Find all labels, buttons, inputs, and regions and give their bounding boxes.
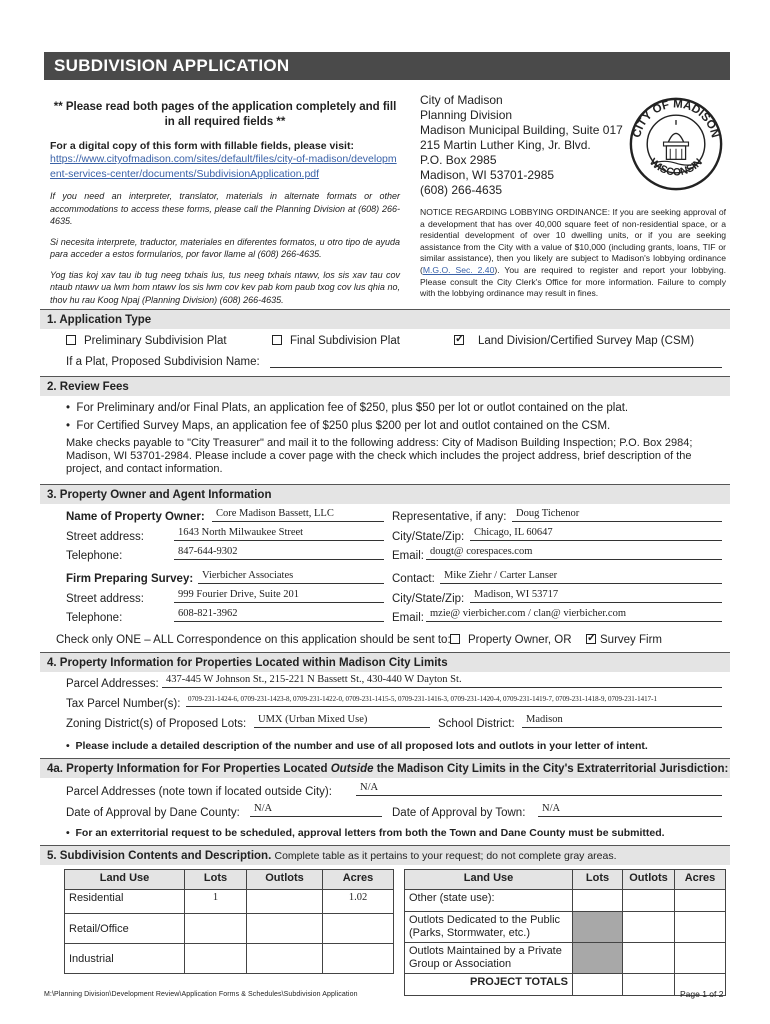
- lots-cell-disabled: [573, 912, 623, 943]
- outlots-cell[interactable]: [623, 912, 675, 943]
- payment-instructions: Make checks payable to "City Treasurer" and mail it to the following address: City of Madison Building Inspection; P.O. Box 2984; Madison, WI 53701-2984. Please include a cover page with the check which includes the project address, brief description of the project, and contact information.: [66, 437, 693, 475]
- header-note: Complete table as it pertains to your request; do not complete gray areas.: [274, 850, 617, 862]
- city-seal-logo: [628, 96, 724, 192]
- zoning-field[interactable]: UMX (Urban Mixed Use): [254, 714, 430, 728]
- read-both-pages-notice: ** Please read both pages of the application completely and fill in all required fields **: [53, 101, 397, 128]
- school-label: School District:: [438, 718, 515, 730]
- acres-cell[interactable]: [323, 914, 394, 944]
- final-plat-checkbox[interactable]: [272, 335, 282, 345]
- svg-text:WISCONSIN: WISCONSIN: [647, 156, 705, 179]
- lobbying-ordinance-notice: [420, 207, 726, 300]
- planning-division-address: [420, 93, 623, 198]
- firm-tel-label: Telephone:: [66, 612, 123, 624]
- firm-tel-field[interactable]: 608-821-3962: [174, 608, 384, 622]
- corr-firm-option[interactable]: [586, 633, 662, 647]
- contact-label: Contact:: [392, 573, 435, 585]
- exterritorial-note: • For an exterritorial request to be scheduled, approval letters from both the Town and Dane County must be submitted.: [66, 827, 665, 839]
- rep-label: Representative, if any:: [392, 511, 507, 523]
- form-title: SUBDIVISION APPLICATION: [44, 52, 730, 80]
- address-line: Madison, WI 53701-2985: [420, 168, 555, 182]
- parcel-label: Parcel Addresses:: [66, 678, 159, 690]
- header-text: 4a. Property Information for For Properties Located: [47, 763, 331, 775]
- fee-text: For Certified Survey Maps, an application fee of $250 plus $200 per lot and outlot contained on the CSM.: [76, 420, 611, 432]
- digital-copy-label: For a digital copy of this form with fillable fields, please visit:: [50, 140, 354, 152]
- outlots-cell[interactable]: [623, 943, 675, 974]
- col-outlots: Outlots: [623, 870, 675, 890]
- land-use-cell: Retail/Office: [65, 914, 185, 944]
- lots-cell-disabled: [573, 943, 623, 974]
- tax-parcel-field[interactable]: 0709-231-1424-6, 0709-231-1423-8, 0709-231-1422-0, 0709-231-1415-5, 0709-231-1416-3, 0709-231-1420-4, 0709-231-1419-7, 0709-231-1418-9, 0709-231-1417-1: [186, 693, 722, 707]
- firm-street-field[interactable]: 999 Fourier Drive, Suite 201: [174, 589, 384, 603]
- intro-block: [50, 100, 400, 306]
- mgo-link[interactable]: M.G.O. Sec. 2.40: [422, 264, 495, 275]
- owner-label: Name of Property Owner:: [66, 511, 205, 523]
- firm-csz-label: City/State/Zip:: [392, 593, 465, 605]
- option-label: Property Owner, OR: [468, 634, 572, 646]
- notice-text: ). You are required to register and report your lobbying. Please consult the City Clerk's Office for more information. Failure to comply with the lobbying ordinance may result in fines.: [420, 264, 727, 299]
- plat-name-label: If a Plat, Proposed Subdivision Name:: [66, 356, 260, 368]
- land-use-cell: Industrial: [65, 944, 185, 974]
- firm-email-field[interactable]: mzie@ vierbicher.com / clan@ vierbicher.com: [426, 608, 722, 622]
- fee-text: For Preliminary and/or Final Plats, an application fee of $250, plus $50 per lot or outlot contained on the plat.: [76, 402, 629, 414]
- corr-owner-option[interactable]: [450, 633, 572, 647]
- owner-csz-label: City/State/Zip:: [392, 531, 465, 543]
- firm-csz-field[interactable]: Madison, WI 53717: [470, 589, 722, 603]
- lots-description-note: • Please include a detailed description of the number and use of all proposed lots and outlots in your letter of intent.: [66, 740, 648, 752]
- firm-label: Firm Preparing Survey:: [66, 573, 194, 585]
- acres-cell[interactable]: 1.02: [323, 890, 394, 914]
- acres-cell[interactable]: [675, 912, 726, 943]
- land-use-cell: Outlots Maintained by a Private Group or Association: [405, 943, 573, 974]
- school-field[interactable]: Madison: [522, 714, 722, 728]
- col-acres: Acres: [675, 870, 726, 890]
- lots-cell[interactable]: 1: [185, 890, 247, 914]
- land-use-cell: Outlots Dedicated to the Public (Parks, Stormwater, etc.): [405, 912, 573, 943]
- fee-bullet-plats: • For Preliminary and/or Final Plats, an application fee of $250, plus $50 per lot or outlot contained on the plat.: [66, 402, 629, 414]
- note-text: For an exterritorial request to be scheduled, approval letters from both the Town and Dane County must be submitted.: [75, 827, 665, 839]
- digital-copy-link[interactable]: https://www.cityofmadison.com/sites/default/files/city-of-madison/development-services-center/documents/SubdivisionApplication.pdf: [50, 153, 397, 180]
- land-use-cell: Other (state use):: [405, 890, 573, 912]
- ext-parcel-label: Parcel Addresses (note town if located outside City):: [66, 786, 332, 798]
- section-2-header: 2. Review Fees: [40, 376, 730, 396]
- outlots-cell[interactable]: [247, 890, 323, 914]
- owner-email-label: Email:: [392, 550, 424, 562]
- col-land-use: Land Use: [405, 870, 573, 890]
- fee-bullet-csm: • For Certified Survey Maps, an application fee of $250 plus $200 per lot and outlot contained on the CSM.: [66, 420, 611, 432]
- col-land-use: Land Use: [65, 870, 185, 890]
- option-label: Preliminary Subdivision Plat: [84, 335, 227, 347]
- section-4a-header: [40, 758, 730, 778]
- lots-cell[interactable]: [573, 890, 623, 912]
- project-totals-label: PROJECT TOTALS: [405, 974, 573, 996]
- col-outlots: Outlots: [247, 870, 323, 890]
- preliminary-plat-checkbox[interactable]: [66, 335, 76, 345]
- owner-field[interactable]: Core Madison Bassett, LLC: [212, 508, 384, 522]
- address-line: Madison Municipal Building, Suite 017: [420, 123, 623, 137]
- col-lots: Lots: [185, 870, 247, 890]
- note-text: Please include a detailed description of the number and use of all proposed lots and outlots in your letter of intent.: [75, 740, 648, 752]
- interpreter-hmong: Yog tias koj xav tau ib tug neeg txhais lus, tus neeg txhais ntawv, los sis xav tau cov ntaub ntawv ua lwm hom ntawv los sis lwm cov kev pab kom paub txog cov lus qhia no, thov hu rau Koog Npaj (Planning Division) (608) 266-4635.: [50, 269, 400, 305]
- interpreter-english: If you need an interpreter, translator, materials in alternate formats or other accommodations to access these forms, please call the Planning Division at (608) 266-4635.: [50, 191, 400, 226]
- corr-owner-checkbox[interactable]: [450, 634, 460, 644]
- col-acres: Acres: [323, 870, 394, 890]
- land-use-table-right: [404, 869, 726, 996]
- firm-field[interactable]: Vierbicher Associates: [198, 570, 384, 584]
- preliminary-plat-option[interactable]: [66, 334, 227, 348]
- plat-name-field[interactable]: [270, 354, 722, 368]
- correspondence-label: Check only ONE – ALL Correspondence on this application should be sent to:: [56, 634, 451, 646]
- header-text: the Madison City Limits in the City's Extraterritorial Jurisdiction:: [373, 763, 729, 775]
- owner-street-field[interactable]: 1643 North Milwaukee Street: [174, 527, 384, 541]
- contact-field[interactable]: Mike Ziehr / Carter Lanser: [440, 570, 722, 584]
- acres-cell[interactable]: [675, 943, 726, 974]
- firm-email-label: Email:: [392, 612, 424, 624]
- total-lots-cell[interactable]: [573, 974, 623, 996]
- owner-tel-label: Telephone:: [66, 550, 123, 562]
- option-label: Final Subdivision Plat: [290, 335, 400, 347]
- notice-text: NOTICE REGARDING LOBBYING ORDINANCE: If you are seeking approval of a development that has over 40,000 square feet of non-residential space, or a residential development of over 10 dwelling units, or if you are seeking assistance from the City with a value of $10,000 (including grants, loans, TIF or similar assistance), then you likely are subject to Madison's lobbying ordinance (: [420, 207, 726, 275]
- section-5-header: [40, 845, 730, 865]
- owner-tel-field[interactable]: 847-644-9302: [174, 546, 384, 560]
- address-line: 215 Martin Luther King, Jr. Blvd.: [420, 138, 591, 152]
- owner-street-label: Street address:: [66, 531, 144, 543]
- option-label: Survey Firm: [600, 634, 662, 646]
- csm-checkbox[interactable]: [454, 335, 464, 345]
- town-approval-field[interactable]: N/A: [538, 803, 722, 817]
- land-use-table-left: [64, 869, 394, 974]
- zoning-label: Zoning District(s) of Proposed Lots:: [66, 718, 247, 730]
- corr-firm-checkbox[interactable]: [586, 634, 596, 644]
- interpreter-spanish: Si necesita interprete, traductor, materiales en diferentes formatos, u otro tipo de ayuda para acceder a estos formularios, por favor llame al (608) 266-4635.: [50, 236, 400, 259]
- firm-street-label: Street address:: [66, 593, 144, 605]
- footer-file-path: M:\Planning Division\Development Review\Application Forms & Schedules\Subdivision Application: [44, 991, 358, 998]
- final-plat-option[interactable]: [272, 334, 400, 348]
- land-use-cell: Residential: [65, 890, 185, 914]
- rep-field[interactable]: Doug Tichenor: [512, 508, 722, 522]
- header-emphasis: Outside: [330, 763, 374, 775]
- section-1-header: 1. Application Type: [40, 309, 730, 329]
- owner-csz-field[interactable]: Chicago, IL 60647: [470, 527, 722, 541]
- section-3-header: 3. Property Owner and Agent Information: [40, 484, 730, 504]
- col-lots: Lots: [573, 870, 623, 890]
- dane-approval-label: Date of Approval by Dane County:: [66, 807, 240, 819]
- acres-cell[interactable]: [323, 944, 394, 974]
- section-4-header: 4. Property Information for Properties Located within Madison City Limits: [40, 652, 730, 672]
- lots-cell[interactable]: [185, 914, 247, 944]
- lots-cell[interactable]: [185, 944, 247, 974]
- page-number: Page 1 of 2: [680, 989, 724, 999]
- total-outlots-cell[interactable]: [623, 974, 675, 996]
- town-approval-label: Date of Approval by Town:: [392, 807, 526, 819]
- option-label: Land Division/Certified Survey Map (CSM): [478, 335, 695, 347]
- outlots-cell[interactable]: [247, 914, 323, 944]
- address-line: P.O. Box 2985: [420, 153, 497, 167]
- outlots-cell[interactable]: [247, 944, 323, 974]
- dane-approval-field[interactable]: N/A: [250, 803, 382, 817]
- outlots-cell[interactable]: [623, 890, 675, 912]
- csm-option[interactable]: [454, 334, 694, 348]
- address-line: (608) 266-4635: [420, 183, 503, 197]
- header-text: 5. Subdivision Contents and Description.: [47, 850, 272, 862]
- acres-cell[interactable]: [675, 890, 726, 912]
- address-line: City of Madison: [420, 93, 503, 107]
- tax-parcel-label: Tax Parcel Number(s):: [66, 698, 181, 710]
- parcel-field[interactable]: 437-445 W Johnson St., 215-221 N Bassett St., 430-440 W Dayton St.: [162, 674, 722, 688]
- address-line: Planning Division: [420, 108, 513, 122]
- owner-email-field[interactable]: dougt@ corespaces.com: [426, 546, 722, 560]
- ext-parcel-field[interactable]: N/A: [356, 782, 722, 796]
- svg-text:CITY OF MADISON: CITY OF MADISON: [631, 98, 721, 140]
